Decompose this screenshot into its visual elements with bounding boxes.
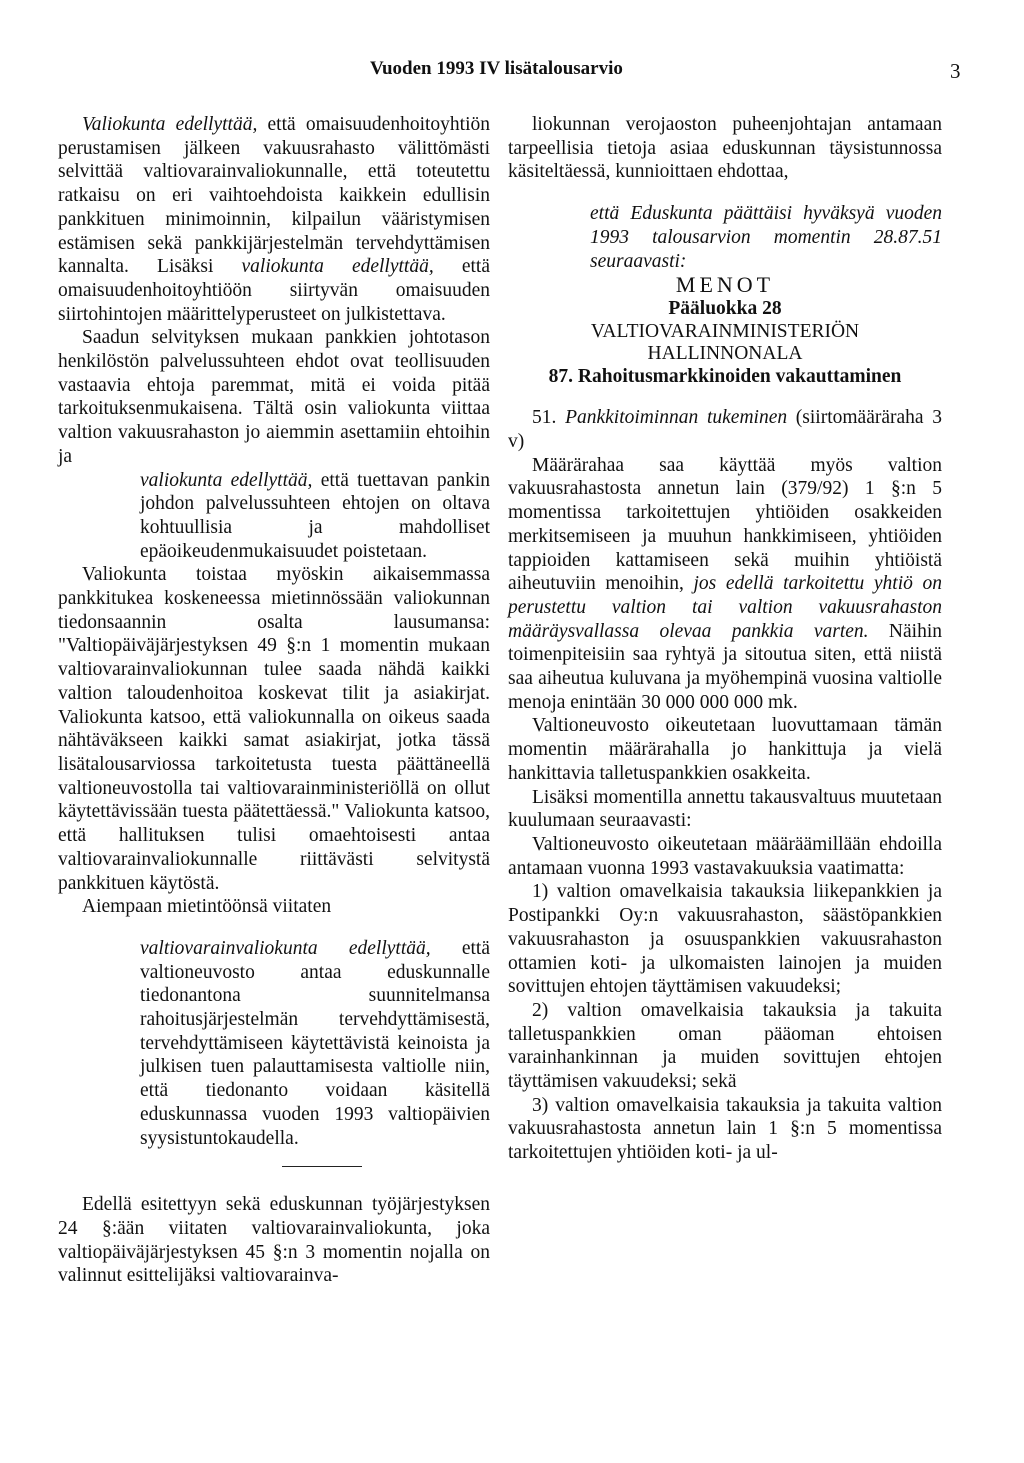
proposal-paragraph: että Eduskunta päättäisi hyväksyä vuoden 1993 talousarvion momentin 28.87.51 seuraavasti: (590, 203, 942, 272)
heading-menot: MENOT (675, 272, 775, 298)
italic-phrase: jos edellä tarkoitettu yhtiö on perustettu valtion tai valtion vakuusrahaston määräysvallassa olevaa pankkia varten. (508, 573, 942, 642)
italic-phrase: valiokunta edellyttää, (241, 256, 434, 278)
text-run: että valtioneuvosto antaa eduskunnalle tiedonantona suunnitelmansa rahoitusjärjestelmän tervehdyttämisestä, tervehdyttämiseen käytettävistä keinoista ja julkisen tuen palauttamisesta valtiolle niin, että tiedonanto voidaan käsitellä eduskunnassa vuoden 1993 valtiopäivien syysistuntokaudella. (140, 937, 490, 1149)
list-item: 2) valtion omavelkaisia takauksia ja takuita talletuspankkien oman pääoman ehtoisen varainhankinnan ja muiden sovittujen ehtojen täyttämisen vakuudeksi; sekä (508, 999, 942, 1093)
paragraph: Edellä esitettyyn sekä eduskunnan työjärjestyksen 24 §:ään viitaten valtiovarainvaliokunta, joka valtiopäiväjärjestyksen 45 §:n 3 momentin nojalla on valinnut esittelijäksi valtiovarainva- (58, 1194, 490, 1287)
text-run: että omaisuudenhoitoyhtiön perustamisen jälkeen vakuusrahasto välittömästi selvittää valtiovarainvaliokunnalle, että toteutettu ratkaisu on eri vaihtoehdoista kaikkein edullisin pankkituen minimoinnin, kilpailun vääristymisen estämisen sekä pankkijärjestelmän tervehdyttämisen kannalta. Lisäksi (58, 114, 490, 278)
text-run: että omaisuudenhoitoyhtiöön siirtyvän omaisuuden siirtohintojen määrittelyperusteet on julkistettava. (58, 256, 490, 325)
list-item: 1) valtion omavelkaisia takauksia liikepankkien ja Postipankki Oy:n vakuusrahaston, säästöpankkien vakuusrahaston ja osuuspankkien vakuusrahaston ottamien koti- ja ulkomaisten lainojen ja muiden sovittujen ehtojen täyttämisen vakuudeksi; (508, 881, 942, 998)
paragraph: Valtioneuvosto oikeutetaan määräämillään ehdoilla antamaan vuonna 1993 vastavakuuksia vaatimatta: (508, 833, 942, 879)
momentti-number: 51. (532, 407, 566, 429)
text-run: että tuettavan pankin johdon palvelussuhteen ehtojen on oltava kohtuullisia ja mahdolliset epäoikeudenmukaisuudet poistetaan. (140, 469, 491, 562)
section-divider (282, 1166, 362, 1167)
page-header (0, 58, 1024, 88)
paragraph (58, 113, 490, 326)
paragraph: Valiokunta toistaa myöskin aikaisemmassa pankkitukea koskeneessa mietinnössään valiokunnan tiedonsaannin osalta lausumansa: "Valtiopäiväjärjestyksen 49 §:n 1 momentin mukaan valtiovarainvaliokunnan tulee saada nähdä kaikki valtion taloudenhoitoa koskevat tilit ja asiakirjat. Valiokunta katsoo, että valiokunnalla on oikeus saada nähtäväkseen kaikki samat asiakirjat, jotka tässä lisätalousarviossa tarkoitetusta tuesta päättäneellä valtioneuvostolla tai valtiovarainministeriöllä on ollut käytettävissään tuesta päätettäessä." Valiokunta katsoo, että hallituksen tulisi omaehtoisesti antaa valtiovarainvaliokunnalle riittävästi selvitystä pankkituen käytöstä. (58, 564, 490, 894)
paragraph (508, 454, 942, 715)
paragraph: Saadun selvityksen mukaan pankkien johtotason henkilöstön palvelussuhteen ehdot ovat teollisuuden vastaavia ehtoja paremmat, mitä ei voida pitää tarkoituksenmukaisena. Tältä osin valiokunta viittaa valtion vakuusrahaston jo aiemmin asettamiin ehtoihin ja (58, 327, 490, 467)
momentti-title (508, 406, 942, 453)
paragraph: Valtioneuvosto oikeutetaan luovuttamaan tämän momentin määrärahalla jo hankittuja ja vielä hankittavia talletuspankkien osakkeita. (508, 715, 942, 784)
heading-luku: 87. Rahoitusmarkkinoiden vakauttaminen (548, 365, 902, 387)
paragraph: Aiempaan mietintöönsä viitaten (82, 896, 332, 918)
text-run: Näihin toimenpiteisiin saa ryhtyä ja sitoutua siten, että niistä saa aiheutua kuluvana ja myöhempinä vuosina valtiolle menoja enintään 30 000 000 000 mk. (508, 620, 942, 713)
heading-ministerio-line2: HALLINNONALA (647, 342, 803, 364)
paragraph: Lisäksi momentilla annettu takausvaltuus muutetaan kuulumaan seuraavasti: (508, 786, 942, 832)
paragraph: liokunnan verojaoston puheenjohtajan antamaan tarpeellisia tietoja asiaa eduskunnan täysistunnossa käsiteltäessä, kunnioittaen ehdottaa, (508, 114, 942, 183)
text-run: Määrärahaa saa käyttää myös valtion vakuusrahastosta annetun lain (379/92) 1 §:n 5 momentissa tarkoitettujen yhtiöiden osakkeiden merkitsemiseen ja muuhun hankkimiseen, yhtiöiden tappioiden kattamiseen sekä muihin yhtiöistä aiheutuviin menoihin, (508, 454, 942, 595)
italic-phrase: Valiokunta edellyttää, (82, 114, 258, 135)
paragraph (58, 469, 490, 564)
heading-ministerio-line1: VALTIOVARAINMINISTERIÖN (590, 320, 860, 342)
italic-phrase: Pankkitoiminnan tukeminen (565, 407, 788, 429)
italic-phrase: valtiovarainvaliokunta edellyttää, (140, 937, 431, 959)
page-number: 3 (950, 59, 961, 83)
left-column (58, 113, 490, 1288)
running-title: Vuoden 1993 IV lisätalousarvio (370, 58, 623, 79)
paragraph (58, 937, 490, 1150)
list-item: 3) valtion omavelkaisia takauksia ja takuita valtion vakuusrahastosta annetun lain 1 §:n 5 momentissa tarkoitettujen yhtiöiden koti- ja ul- (508, 1094, 942, 1164)
heading-paaluokka: Pääluokka 28 (668, 297, 782, 319)
italic-phrase: valiokunta edellyttää, (140, 469, 313, 491)
right-column (508, 113, 942, 1165)
text-run: (siirtomääräraha 3 v) (508, 407, 942, 453)
